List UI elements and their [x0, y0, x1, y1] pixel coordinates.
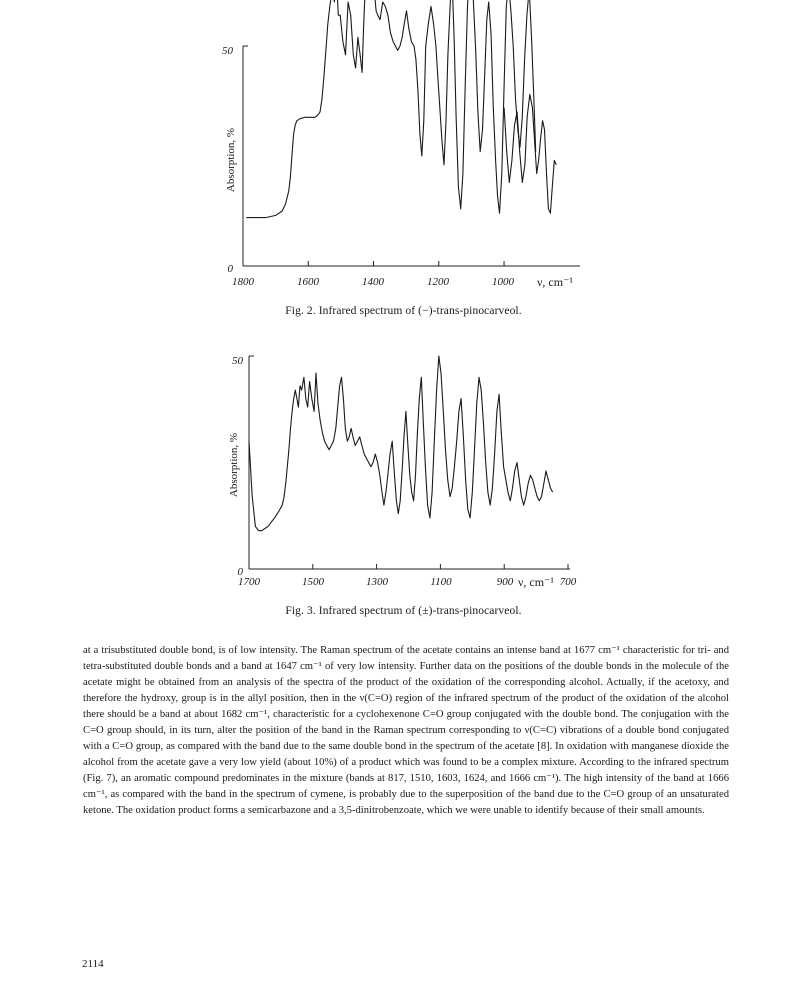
figure-3-y-tick-top: 50: [232, 355, 243, 367]
figure-2-axes: [243, 46, 580, 266]
figure-3-x-tick-900: 900: [496, 576, 514, 588]
figure-2-y-axis-label: Absorption, %: [225, 127, 237, 193]
figure-2-y-tick-top: 50: [222, 45, 233, 57]
figure-2-x-tick-1400: 1400: [362, 276, 384, 288]
figure-3-spectrum: [249, 356, 553, 531]
figure-2-x-tick-1000: 1000: [492, 276, 514, 288]
figure-2-spectrum: [246, 0, 556, 218]
figure-3-y-axis-label: Absorption, %: [228, 432, 240, 498]
figure-2-x-axis-label: ν, cm⁻¹: [537, 275, 574, 289]
figure-3-x-axis-label: ν, cm⁻¹: [518, 575, 555, 589]
body-paragraph: [83, 643, 729, 820]
figure-3-caption: Fig. 3. Infrared spectrum of (±)-trans-pinocarveol.: [285, 605, 522, 617]
figure-2-caption: Fig. 2. Infrared spectrum of (−)-trans-pinocarveol.: [285, 305, 522, 317]
figure-3-x-tick-1300: 1300: [366, 576, 388, 588]
figure-3-y-tick-bottom: 0: [237, 566, 243, 578]
page-number: 2114: [82, 958, 104, 970]
body-paragraph-text: at a trisubstituted double bond, is of low intensity. The Raman spectrum of the acetate contains an intense band at 1677 cm⁻¹ characteristic for tri- and tetra-substituted double bonds and a band at 1647 cm⁻¹ of very low intensity. Further data on the positions of the double bonds in the molecule of the acetate might be obtained from an analysis of the spectra of the product of the oxidation of the corresponding alcohol. Actually, if the acetoxy, and therefore the hydroxy, group is in the allyl position, then in the ν(C=O) region of the infrared spectrum of the product of the oxidation of the alcohol there should be a band at about 1682 cm⁻¹, characteristic for a cyclohexenone C=O group conjugated with the double bond. The conjugation with the C=O group should, in its turn, alter the position of the band in the Raman spectrum corresponding to ν(C=C) vibrations of a double bond conjugated with a C=O group, as compared with the band due to the same double bond in the spectrum of the acetate [8]. In oxidation with manganese dioxide the alcohol from the acetate gave a very low yield (about 10%) of a product which was found to be a complex mixture. According to the infrared spectrum (Fig. 7), an aromatic compound predominates in the mixture (bands at 817, 1510, 1603, 1624, and 1666 cm⁻¹). The high intensity of the band at 1666 cm⁻¹, as compared with the band in the spectrum of cymene, is probably due to the superposition of the band due to the C=O group of an unsaturated ketone. The oxidation product forms a semicarbazone and a 3,5-dinitrobenzoate, which we were unable to identify because of their small amounts.: [83, 645, 729, 817]
figure-2-x-tick-1200: 1200: [427, 276, 449, 288]
figure-3-x-tick-1500: 1500: [302, 576, 324, 588]
figure-2-spectrum-line-2: [504, 94, 556, 213]
figure-2-x-tick-1800: 1800: [232, 276, 254, 288]
figure-3-x-tick-1100: 1100: [430, 576, 452, 588]
figure-2-chart: [0, 0, 807, 300]
figure-2-spectrum-line-1: [246, 0, 535, 218]
figure-2-y-tick-bottom: 0: [227, 263, 233, 275]
figure-3-x-tick-700: 700: [559, 576, 577, 588]
figure-3-spectrum-line-1: [249, 356, 553, 531]
figure-2-x-tick-1600: 1600: [297, 276, 319, 288]
figure-3-chart: [0, 340, 807, 600]
figure-3-x-tick-1700: 1700: [238, 576, 260, 588]
